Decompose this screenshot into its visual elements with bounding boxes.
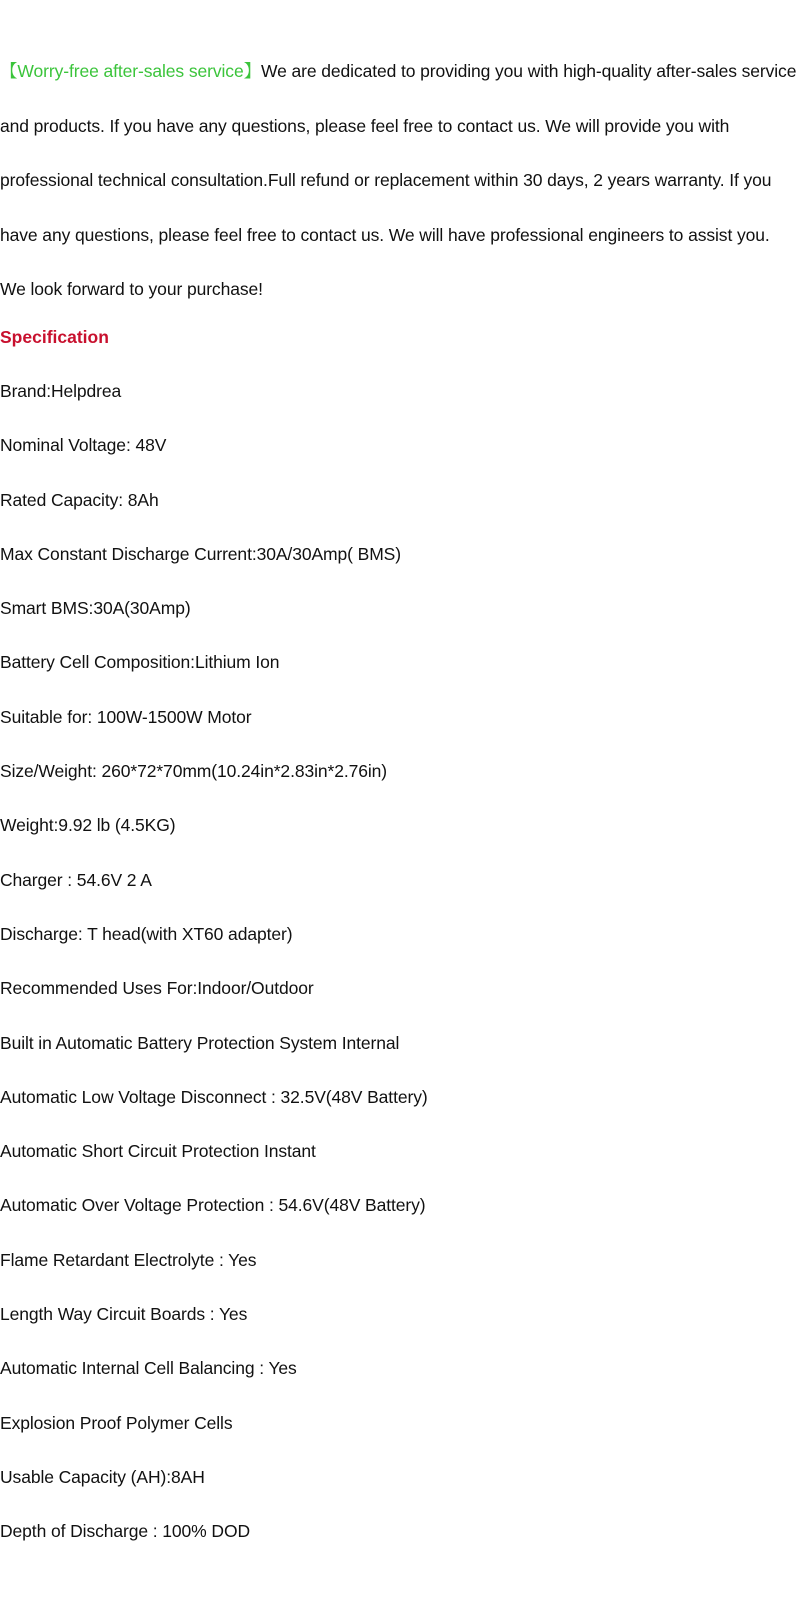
spec-item-cell-balancing: Automatic Internal Cell Balancing : Yes <box>0 1358 297 1379</box>
specification-list <box>0 364 800 1559</box>
spec-item-low-voltage-disconnect: Automatic Low Voltage Disconnect : 32.5V(48V Battery) <box>0 1086 428 1107</box>
spec-item-suitable-for: Suitable for: 100W-1500W Motor <box>0 706 252 727</box>
after-sales-intro <box>0 44 800 317</box>
after-sales-text: We are dedicated to providing you with high-quality after-sales service and products. If you have any questions, please feel free to contact us. We will provide you with professional technical consultation.Full refund or replacement within 30 days, 2 years warranty. If you have any questions, please feel free to contact us. We will have professional engineers to assist you. We look forward to your purchase! <box>0 61 797 299</box>
spec-item-discharge: Discharge: T head(with XT60 adapter) <box>0 923 293 944</box>
spec-item-charger: Charger : 54.6V 2 A <box>0 869 152 890</box>
spec-item-size: Size/Weight: 260*72*70mm(10.24in*2.83in*2.76in) <box>0 761 388 782</box>
spec-item-usable-capacity: Usable Capacity (AH):8AH <box>0 1466 205 1487</box>
spec-item-cell-composition: Battery Cell Composition:Lithium Ion <box>0 652 280 673</box>
after-sales-tag: 【Worry-free after-sales service】 <box>0 61 261 81</box>
spec-item-flame-retardant: Flame Retardant Electrolyte : Yes <box>0 1249 257 1270</box>
spec-item-max-discharge-current: Max Constant Discharge Current:30A/30Amp( BMS) <box>0 543 401 564</box>
spec-item-circuit-boards: Length Way Circuit Boards : Yes <box>0 1304 248 1325</box>
spec-item-short-circuit-protection: Automatic Short Circuit Protection Instant <box>0 1141 316 1162</box>
specification-heading: Specification <box>0 327 109 347</box>
spec-item-smart-bms: Smart BMS:30A(30Amp) <box>0 598 191 619</box>
spec-item-polymer-cells: Explosion Proof Polymer Cells <box>0 1412 233 1433</box>
spec-item-nominal-voltage: Nominal Voltage: 48V <box>0 435 167 456</box>
spec-item-recommended-uses: Recommended Uses For:Indoor/Outdoor <box>0 978 314 999</box>
spec-item-brand: Brand:Helpdrea <box>0 381 122 401</box>
spec-item-over-voltage-protection: Automatic Over Voltage Protection : 54.6V(48V Battery) <box>0 1195 426 1216</box>
spec-item-weight: Weight:9.92 lb (4.5KG) <box>0 815 176 836</box>
spec-item-rated-capacity: Rated Capacity: 8Ah <box>0 489 159 510</box>
spec-item-depth-of-discharge: Depth of Discharge : 100% DOD <box>0 1521 250 1542</box>
spec-item-protection-system: Built in Automatic Battery Protection System Internal <box>0 1032 400 1053</box>
